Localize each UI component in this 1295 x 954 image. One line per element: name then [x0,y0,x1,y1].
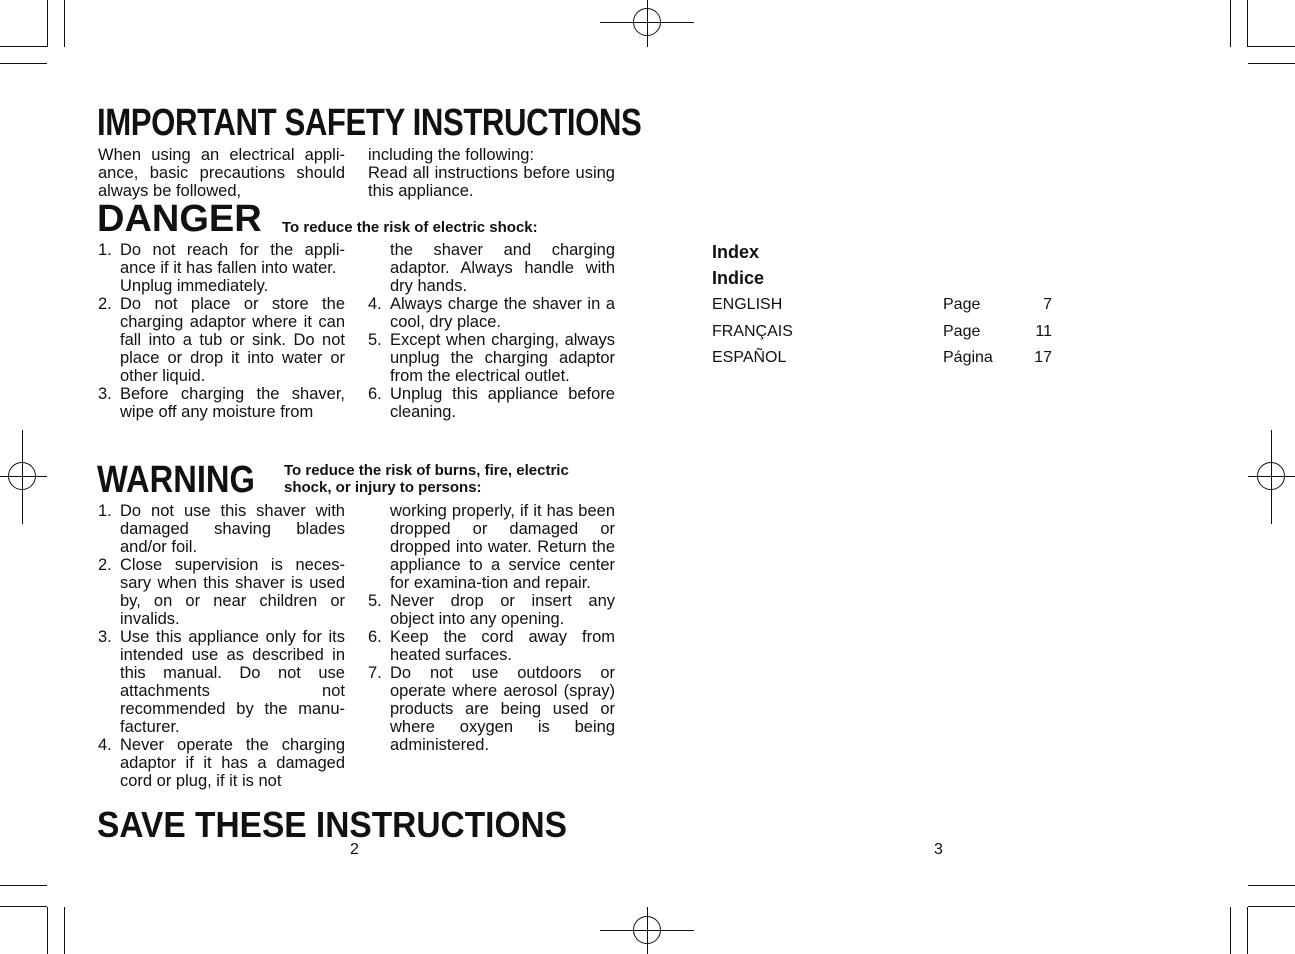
item-text: Close supervision is neces-sary when this shaver is used by, on or near children or invalids. [120,556,345,628]
item-number: 4. [368,295,382,313]
index-page-number: 17 [1034,349,1052,366]
item-number: 2. [98,295,112,313]
item-text: Unplug this appliance before cleaning. [390,385,615,421]
list-item [98,241,345,277]
list-item [98,502,345,556]
list-item [368,664,615,754]
indice-heading: Indice [712,268,765,288]
index-row [712,349,1054,375]
index-table [712,296,1054,375]
item-number: 1. [98,502,112,520]
item-number: 7. [368,664,382,682]
list-item [368,628,615,664]
item-extra-text: Unplug immediately. [120,277,269,295]
index-row [712,323,1054,349]
item-text: Do not place or store the charging adaptor where it can fall into a tub or sink. Do not place or drop it into water or other liquid. [120,295,345,385]
item-text: Keep the cord away from heated surfaces. [390,628,615,664]
danger-list-column-2 [368,241,615,421]
list-item [98,295,345,385]
item-text: Never operate the charging adaptor if it has a damaged cord or plug, if it is not [120,736,345,790]
intro-left-text: When using an electrical appli-ance, basic precautions should always be followed, [98,146,345,200]
item-text: Never drop or insert any object into any opening. [390,592,615,628]
save-instructions-heading: SAVE THESE INSTRUCTIONS [97,804,568,845]
intro-right-line-1: including the following: [368,146,535,164]
item-text: Do not use this shaver with damaged shaving blades and/or foil. [120,502,345,556]
index-page-label: Página [943,349,993,366]
warning-list-column-2 [368,502,615,754]
page-title: IMPORTANT SAFETY INSTRUCTIONS [97,102,642,144]
index-row [712,296,1054,323]
list-item [368,385,615,421]
item-text: Before charging the shaver, wipe off any moisture from [120,385,345,421]
danger-list-column-1 [98,241,345,421]
item-number: 1. [98,241,112,259]
danger-subheading: To reduce the risk of electric shock: [282,219,538,236]
danger-heading: DANGER [97,198,262,240]
intro-right-text [368,146,615,200]
index-page-label: Page [943,296,981,313]
index-heading: Index [712,242,760,262]
item-number: 6. [368,628,382,646]
item-continued-text: the shaver and charging adaptor. Always handle with dry hands. [390,241,615,295]
warning-heading: WARNING [97,459,255,501]
page-number-left: 2 [350,841,359,858]
list-item [368,331,615,385]
index-page-number: 7 [1043,296,1052,313]
item-number: 6. [368,385,382,403]
warning-subheading: To reduce the risk of burns, fire, electric shock, or injury to persons: [284,462,569,496]
item-text: Always charge the shaver in a cool, dry place. [390,295,615,331]
index-language: ENGLISH [712,296,783,313]
intro-right-line-2: Read all instructions before using this appliance. [368,164,615,200]
item-number: 3. [98,385,112,403]
list-item [368,592,615,628]
list-item [368,295,615,331]
item-text: Use this appliance only for its intended use as described in this manual. Do not use attachments not recommended by the manu-facturer. [120,628,345,736]
item-text: Except when charging, always unplug the charging adaptor from the electrical outlet. [390,331,615,385]
index-language: FRANÇAIS [712,323,793,340]
item-text: Do not reach for the appli-ance if it has fallen into water. [120,241,345,277]
item-number: 3. [98,628,112,646]
index-page-number: 11 [1035,323,1052,340]
list-item [98,556,345,628]
item-number: 4. [98,736,112,754]
list-item [98,385,345,421]
item-number: 5. [368,592,382,610]
page-number-right: 3 [934,841,943,858]
warning-list-column-1 [98,502,345,790]
list-item [98,628,345,736]
index-page-label: Page [943,323,981,340]
item-text: Do not use outdoors or operate where aerosol (spray) products are being used or where oxygen is being administered. [390,664,615,754]
item-number: 2. [98,556,112,574]
list-item [98,736,345,790]
item-number: 5. [368,331,382,349]
item-continued-text: working properly, if it has been dropped or damaged or dropped into water. Return the appliance to a service center for examina-tion and repair. [390,502,615,592]
index-language: ESPAÑOL [712,349,787,366]
